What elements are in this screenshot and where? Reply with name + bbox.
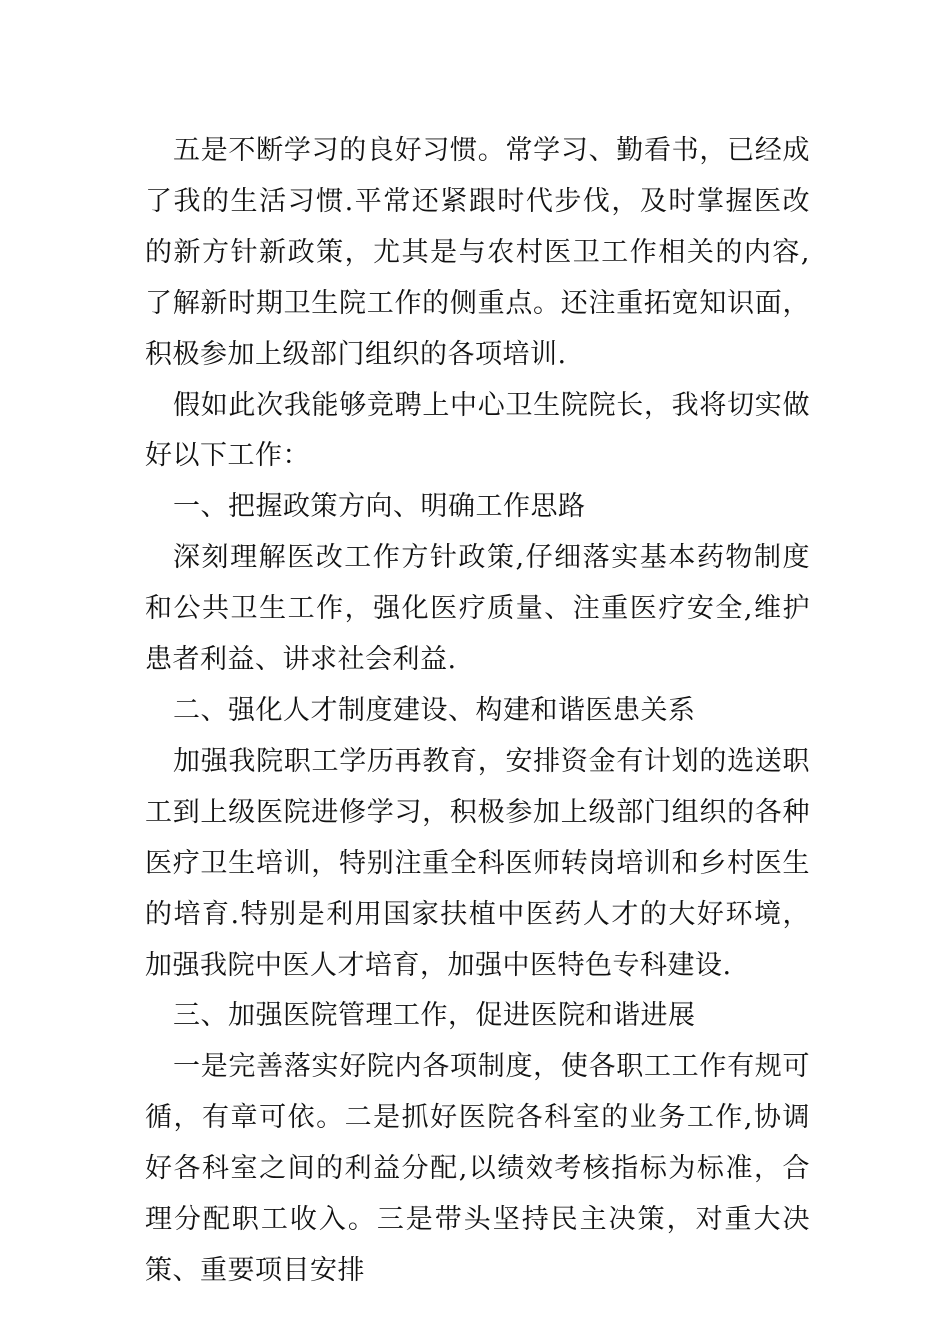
paragraph-study-habit: 五是不断学习的良好习惯。常学习、勤看书，已经成了我的生活习惯.平常还紧跟时代步伐，及时掌握医改的新方针新政策，尤其是与农村医卫工作相关的内容,了解新时期卫生院工作的侧重点。还注重拓宽知识面，积极参加上级部门组织的各项培训. bbox=[145, 135, 810, 370]
heading-hospital-management: 三、加强医院管理工作，促进医院和谐进展 bbox=[173, 1000, 696, 1032]
heading-policy-direction: 一、把握政策方向、明确工作思路 bbox=[173, 491, 586, 523]
paragraph-intro-plan: 假如此次我能够竞聘上中心卫生院院长，我将切实做好以下工作： bbox=[145, 389, 810, 472]
paragraph-management: 一是完善落实好院内各项制度，使各职工工作有规可循，有章可依。二是抓好医院各科室的业务工作,协调好各科室之间的利益分配,以绩效考核指标为标准，合理分配职工收入。三是带头坚持民主决策，对重大决策、重要项目安排 bbox=[145, 1051, 810, 1286]
paragraph-talent: 加强我院职工学历再教育，安排资金有计划的选送职工到上级医院进修学习，积极参加上级部门组织的各种医疗卫生培训，特别注重全科医师转岗培训和乡村医生的培育.特别是利用国家扶植中医药人才的大好环境，加强我院中医人才培育，加强中医特色专科建设. bbox=[145, 745, 810, 981]
paragraph-policy: 深刻理解医改工作方针政策,仔细落实基本药物制度和公共卫生工作，强化医疗质量、注重医疗安全,维护患者利益、讲求社会利益. bbox=[145, 542, 810, 676]
document-body bbox=[145, 126, 810, 1297]
heading-talent-system: 二、强化人才制度建设、构建和谐医患关系 bbox=[173, 694, 696, 726]
